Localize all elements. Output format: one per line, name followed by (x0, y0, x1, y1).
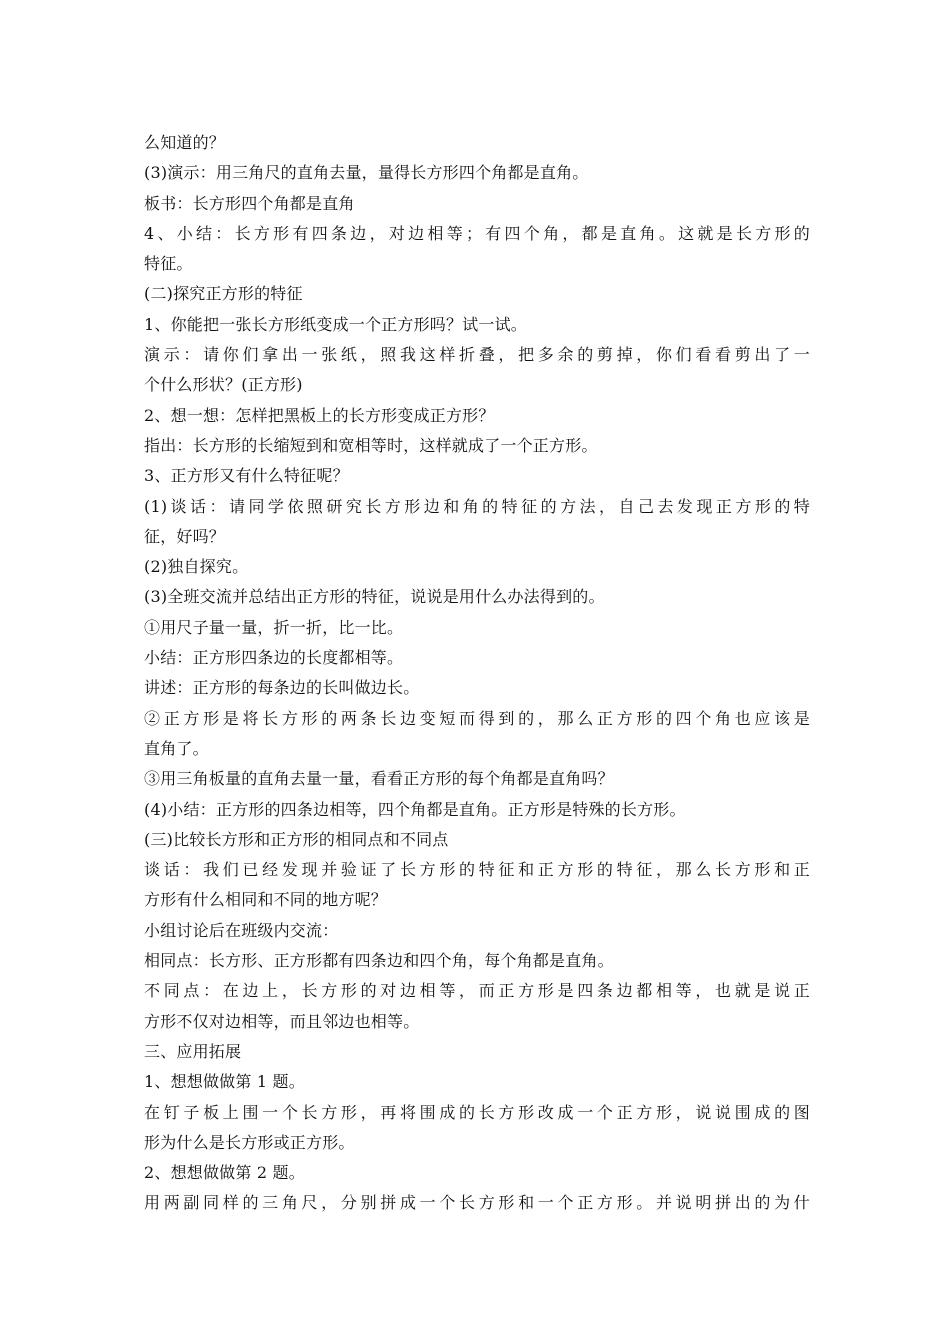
text-line: (二)探究正方形的特征 (144, 284, 303, 304)
text-line: 么知道的？ (144, 133, 226, 152)
text-line: 直角了。 (144, 738, 209, 758)
text-line: ①用尺子量一量，折一折，比一比。 (144, 617, 404, 637)
text-line: 个什么形状？(正方形) (144, 375, 303, 395)
text-line: 板书：长方形四个角都是直角 (144, 193, 355, 213)
text-line: 演示：请你们拿出一张纸，照我这样折叠，把多余的剪掉，你们看看剪出了一 (144, 345, 810, 365)
text-line: 4、小结：长方形有四条边，对边相等；有四个角，都是直角。这就是长方形的 (144, 223, 810, 243)
text-line: (1)谈话：请同学依照研究长方形边和角的特征的方法，自己去发现正方形的特 (144, 496, 810, 516)
text-line: 指出：长方形的长缩短到和宽相等时，这样就成了一个正方形。 (144, 435, 598, 455)
text-line: 特征。 (144, 254, 193, 274)
text-line: 3、正方形又有什么特征呢？ (144, 466, 349, 486)
text-line: 2、想一想：怎样把黑板上的长方形变成正方形？ (144, 405, 495, 425)
text-line: (4)小结：正方形的四条边相等，四个角都是直角。正方形是特殊的长方形。 (144, 799, 686, 819)
text-line: 谈话：我们已经发现并验证了长方形的特征和正方形的特征，那么长方形和正 (144, 860, 810, 880)
text-line: ②正方形是将长方形的两条长边变短而得到的，那么正方形的四个角也应该是 (144, 708, 810, 728)
text-line: ③用三角板量的直角去量一量，看看正方形的每个角都是直角吗？ (144, 769, 614, 789)
text-line: (2)独自探究。 (144, 557, 249, 577)
text-line: (3)全班交流并总结出正方形的特征，说说是用什么办法得到的。 (144, 587, 605, 607)
text-line: (3)演示：用三角尺的直角去量，量得长方形四个角都是直角。 (144, 163, 589, 183)
text-line: 相同点：长方形、正方形都有四条边和四个角，每个角都是直角。 (144, 951, 614, 971)
text-line: 2、想想做做第 2 题。 (144, 1163, 305, 1183)
text-line: 小结：正方形四条边的长度都相等。 (144, 648, 404, 668)
text-line: 1、想想做做第 1 题。 (144, 1072, 305, 1092)
text-line: 在钉子板上围一个长方形，再将围成的长方形改成一个正方形，说说围成的图 (144, 1102, 810, 1122)
text-line: 方形不仅对边相等，而且邻边也相等。 (144, 1011, 420, 1031)
text-line: 三、应用拓展 (144, 1041, 242, 1061)
text-line: 讲述：正方形的每条边的长叫做边长。 (144, 678, 420, 698)
text-line: 征，好吗？ (144, 526, 226, 546)
text-line: 方形有什么相同和不同的地方呢？ (144, 890, 388, 910)
document-body (144, 128, 810, 1219)
text-line: 形为什么是长方形或正方形。 (144, 1132, 355, 1152)
text-line: (三)比较长方形和正方形的相同点和不同点 (144, 829, 449, 849)
text-line: 小组讨论后在班级内交流： (144, 920, 339, 940)
text-line: 不同点：在边上，长方形的对边相等，而正方形是四条边都相等，也就是说正 (144, 981, 810, 1001)
text-line: 1、你能把一张长方形纸变成一个正方形吗？试一试。 (144, 314, 527, 334)
text-line: 用两副同样的三角尺，分别拼成一个长方形和一个正方形。并说明拼出的为什 (144, 1193, 810, 1213)
